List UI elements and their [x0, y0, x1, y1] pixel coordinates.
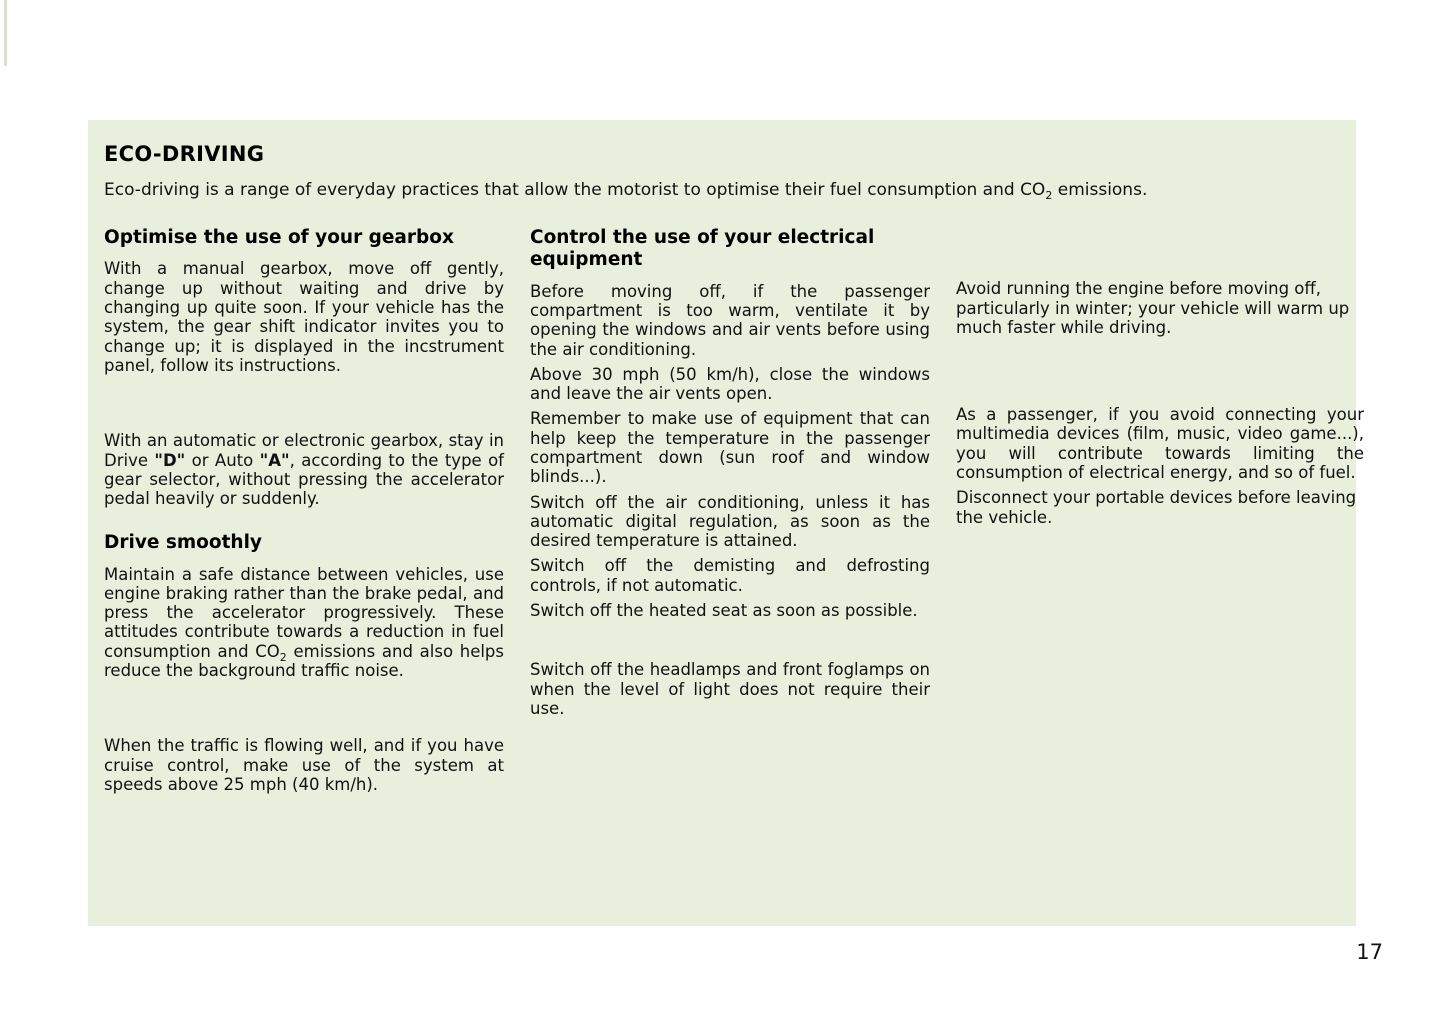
- paragraph-heated-seat: Switch off the heated seat as soon as possible.: [530, 601, 918, 621]
- section-heading-electrical-equipment: Control the use of your electrical equipment: [530, 227, 875, 271]
- intro-text-before: Eco-driving is a range of everyday practices that allow the motorist to optimise their fuel consumption and CO: [104, 180, 1046, 200]
- auto-gearbox-text-1: With an automatic or electronic gearbox, stay in Drive: [104, 431, 504, 470]
- paragraph-disconnect-devices: Disconnect your portable devices before leaving the vehicle.: [956, 488, 1357, 527]
- co2-subscript: 2: [279, 650, 287, 664]
- section-heading-drive-smoothly: Drive smoothly: [104, 532, 262, 554]
- paragraph-ventilate: Before moving off, if the passenger compartment is too warm, ventilate it by opening the windows and air vents before using the air conditioning.: [530, 281, 930, 359]
- spacer: [956, 343, 1364, 405]
- paragraph-demisting: Switch off the demisting and defrosting controls, if not automatic.: [530, 556, 930, 595]
- paragraph-multimedia-devices: As a passenger, if you avoid connecting your multimedia devices (film, music, video game...), you will contribute towards limiting the consumption of electrical energy, and so of fuel.: [956, 405, 1364, 483]
- column-two: [530, 227, 930, 724]
- spacer: [104, 514, 504, 532]
- spacer: [104, 686, 504, 736]
- section-heading-gearbox: Optimise the use of your gearbox: [104, 227, 454, 249]
- paragraph-switch-off-ac: Switch off the air conditioning, unless it has automatic digital regulation, as soon as the desired temperature is attained.: [530, 492, 930, 551]
- page-content: [88, 120, 1364, 926]
- binding-rule: [4, 0, 7, 66]
- spacer: [956, 227, 1364, 279]
- safe-distance-text-2: emissions and also helps reduce the background traffic noise.: [104, 641, 504, 681]
- three-column-body: [104, 227, 1364, 800]
- page-number: 17: [1356, 940, 1383, 964]
- auto-a-label: "A": [259, 450, 290, 470]
- intro-paragraph: [104, 180, 1326, 201]
- auto-gearbox-text-3: , according to the type of gear selector, without pressing the accelerator pedal heavily or suddenly.: [104, 450, 504, 509]
- drive-d-label: "D": [154, 450, 186, 470]
- co2-subscript: 2: [1045, 189, 1053, 202]
- paragraph-safe-distance: [104, 565, 504, 681]
- paragraph-manual-gearbox: With a manual gearbox, move off gently, change up without waiting and drive by changing up quite soon. If your vehicle has the system, the gear shift indicator invites you to change up; it is displayed in the incstrument panel, follow its instructions.: [104, 259, 504, 375]
- auto-gearbox-text-2: or Auto: [185, 450, 260, 470]
- spacer: [530, 626, 930, 660]
- column-one: [104, 227, 504, 800]
- safe-distance-text-1: Maintain a safe distance between vehicles, use engine braking rather than the brake pedal, and press the accelerator progressively. These attitudes contribute towards a reduction in fuel consumption and CO: [104, 564, 504, 661]
- paragraph-temperature-equipment: Remember to make use of equipment that can help keep the temperature in the passenger compartment down (sun roof and window blinds...).: [530, 409, 930, 487]
- paragraph-avoid-idling: Avoid running the engine before moving off, particularly in winter; your vehicle will warm up much faster while driving.: [956, 279, 1350, 337]
- paragraph-headlamps: Switch off the headlamps and front foglamps on when the level of light does not require their use.: [530, 660, 930, 718]
- intro-text-after: emissions.: [1052, 180, 1148, 200]
- column-three: [956, 227, 1364, 533]
- paragraph-automatic-gearbox: [104, 431, 504, 508]
- paragraph-cruise-control: When the traffic is flowing well, and if you have cruise control, make use of the system at speeds above 25 mph (40 km/h).: [104, 736, 504, 794]
- paragraph-close-windows: Above 30 mph (50 km/h), close the windows and leave the air vents open.: [530, 364, 930, 404]
- page-title: ECO-DRIVING: [104, 142, 265, 166]
- spacer: [104, 381, 504, 431]
